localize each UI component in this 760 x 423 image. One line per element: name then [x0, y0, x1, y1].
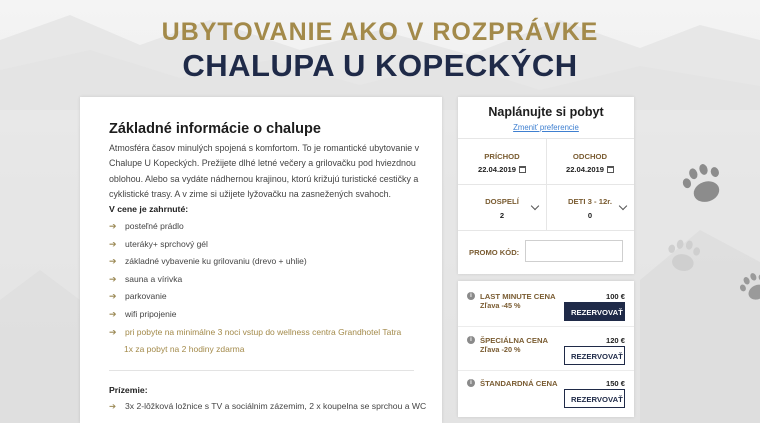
arrival-label: PRÍCHOD [484, 152, 520, 161]
wellness-offer-detail: 1x za pobyt na 2 hodiny zdarma [124, 344, 245, 355]
included-label: V cene je zahrnuté: [109, 204, 189, 214]
bear-paw-icon [680, 160, 728, 208]
change-preferences-link[interactable]: Zmeniť preferencie [513, 123, 579, 132]
bear-paw-icon [664, 236, 704, 276]
divider [458, 184, 634, 185]
info-card [80, 97, 442, 423]
list-item: ➔ posteľné prádlo [109, 218, 439, 236]
arrow-icon: ➔ [109, 221, 117, 231]
arrow-icon: ➔ [109, 401, 117, 411]
price-discount: Zľava -20 % [480, 345, 521, 354]
price-name: ŠPECIÁLNA CENA [480, 336, 549, 345]
hero-title: CHALUPA U KOPECKÝCH [182, 48, 578, 83]
price-card [458, 281, 634, 417]
price-discount: Zľava -45 % [480, 301, 521, 310]
list-item: ➔ sauna a vírivka [109, 271, 439, 289]
price-value: 120 € [605, 336, 625, 345]
price-value: 150 € [605, 379, 625, 388]
divider [458, 326, 634, 327]
floor-label: Prízemie: [109, 385, 148, 395]
reserve-last-minute-button[interactable]: REZERVOVAŤ [564, 302, 625, 321]
price-value: 100 € [605, 292, 625, 301]
departure-value: 22.04.2019 [565, 165, 604, 174]
price-name: ŠTANDARDNÁ CENA [480, 379, 558, 388]
children-label: DETI 3 - 12r. [567, 197, 612, 206]
amenities-list [109, 218, 439, 359]
reserve-special-button[interactable]: REZERVOVAŤ [564, 346, 625, 365]
booking-card [458, 97, 634, 274]
info-icon[interactable]: i [467, 336, 475, 344]
divider [109, 370, 414, 371]
list-item: ➔ parkovanie [109, 288, 439, 306]
info-icon[interactable]: i [467, 292, 475, 300]
divider [458, 230, 634, 231]
reserve-standard-button[interactable]: REZERVOVAŤ [564, 389, 625, 408]
arrival-value: 22.04.2019 [477, 165, 516, 174]
floor-room-item: ➔ 3x 2-lôžková ložnice s TV a sociálnim zázemim, 2 x koupelna se sprchou a WC [109, 401, 427, 411]
bear-paw-icon [738, 270, 760, 304]
list-item: ➔ základné vybavenie ku grilovaniu (drevo + uhlie) [109, 253, 439, 271]
calendar-icon [519, 166, 526, 173]
children-value: 0 [587, 211, 593, 220]
arrow-icon: ➔ [109, 273, 117, 284]
promo-code-input[interactable] [525, 240, 623, 262]
list-item: ➔ uteráky+ sprchový gél [109, 236, 439, 254]
arrow-icon: ➔ [109, 238, 117, 249]
wellness-offer: ➔ pri pobyte na minimálne 3 noci vstup do wellness centra Grandhotel Tatra [109, 324, 439, 342]
adults-value: 2 [499, 211, 505, 220]
arrow-icon: ➔ [109, 326, 117, 337]
departure-label: ODCHOD [572, 152, 608, 161]
info-icon[interactable]: i [467, 379, 475, 387]
arrow-icon: ➔ [109, 308, 117, 319]
list-item: ➔ wifi pripojenie [109, 306, 439, 324]
info-description: Atmosféra časov minulých spojená s komfortom. To je romantické ubytovanie v Chalupe U Kopeckých. Prežijete dlhé letné večery a grilovačku pod hviezdnou oblohou. Alebo sa vydáte nádhernou krajinou, ktorú križujú turistické cestičky a cyklistické trasy. A v zime si užijete lyžovačku na zasnežených svahoch. [109, 143, 420, 199]
price-name: LAST MINUTE CENA [480, 292, 556, 301]
adults-label: DOSPELÍ [485, 197, 519, 206]
hero-tagline: UBYTOVANIE AKO V ROZPRÁVKE [161, 18, 599, 46]
arrow-icon: ➔ [109, 291, 117, 302]
booking-title: Naplánujte si pobyt [488, 105, 604, 119]
divider [458, 370, 634, 371]
info-heading: Základné informácie o chalupe [109, 121, 321, 137]
promo-code-label: PROMO KÓD: [469, 248, 520, 257]
calendar-icon [607, 166, 614, 173]
arrow-icon: ➔ [109, 256, 117, 267]
